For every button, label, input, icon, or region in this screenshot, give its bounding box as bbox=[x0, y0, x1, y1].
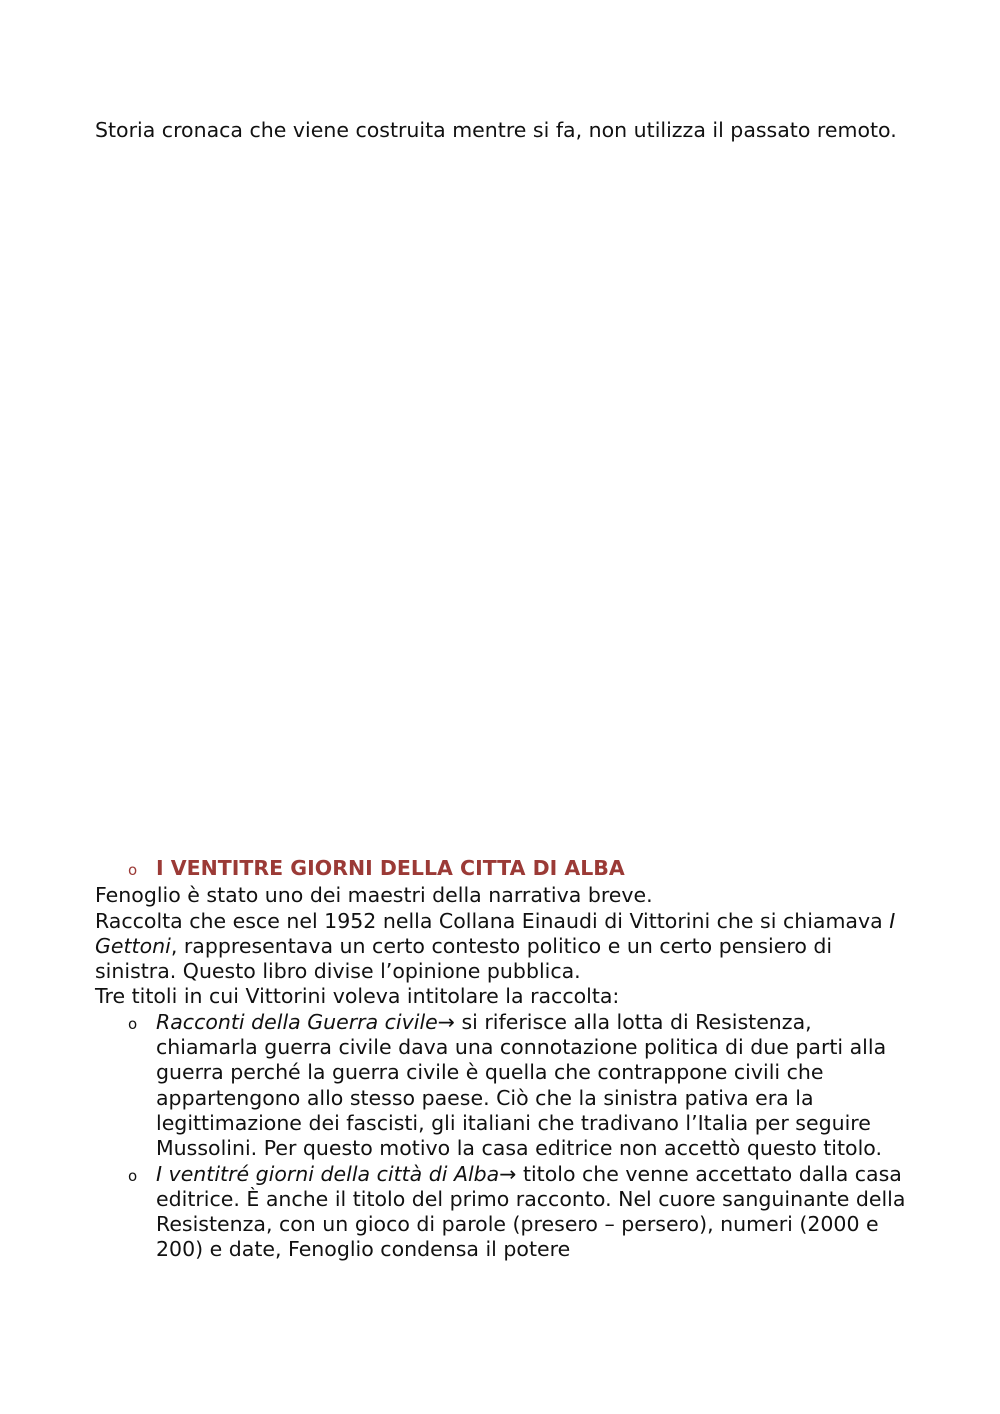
intro-block bbox=[95, 118, 915, 143]
paragraph-tre-titoli: Tre titoli in cui Vittorini voleva intitolare la raccolta: bbox=[95, 984, 620, 1009]
list-item-body: si riferisce alla lotta di Resistenza, chiamarla guerra civile dava una connotazione politica di due parti alla guerra perché la guerra civile è quella che contrappone civili che appartengono allo stesso paese. Ciò che la sinistra pativa era la legittimazione dei fascisti, gli italiani che tradivano l’Italia per seguire Mussolini. Per questo motivo la casa editrice non accettò questo titolo. bbox=[156, 1009, 887, 1161]
list-item-text bbox=[156, 1162, 915, 1263]
list-item-title: I ventitré giorni della città di Alba bbox=[156, 1161, 500, 1186]
intro-paragraph: Storia cronaca che viene costruita mentre si fa, non utilizza il passato remoto. bbox=[95, 118, 897, 142]
section-heading: I VENTITRE GIORNI DELLA CITTA DI ALBA bbox=[156, 856, 625, 880]
list-bullet: o bbox=[128, 1014, 138, 1033]
paragraph-raccolta bbox=[95, 909, 915, 985]
list-item-title: Racconti della Guerra civile bbox=[156, 1009, 438, 1034]
arrow-icon: → bbox=[499, 1161, 517, 1186]
paragraph-fenoglio: Fenoglio è stato uno dei maestri della narrativa breve. bbox=[95, 883, 653, 908]
list-item-text bbox=[156, 1010, 915, 1162]
paragraph-raccolta-start: Raccolta che esce nel 1952 nella Collana Einaudi di Vittorini che si chiamava bbox=[95, 908, 890, 933]
titles-list bbox=[95, 1010, 915, 1263]
section-block bbox=[95, 856, 915, 1263]
paragraph-raccolta-end: , rappresentava un certo contesto politico e un certo pensiero di sinistra. Questo libro divise l’opinione pubblica. bbox=[95, 933, 833, 984]
list-item bbox=[95, 1162, 915, 1263]
list-item-body: titolo che venne accettato dalla casa editrice. È anche il titolo del primo racconto. Nel cuore sanguinante della Resistenza, con un gioco di parole (presero – persero), numeri (2000 e 200) e date, Fenoglio condensa il potere bbox=[156, 1161, 906, 1262]
arrow-icon: → bbox=[437, 1009, 455, 1034]
heading-bullet: o bbox=[128, 861, 138, 879]
section-heading-row bbox=[95, 856, 915, 883]
list-bullet: o bbox=[128, 1166, 138, 1185]
collana-title: I Gettoni bbox=[95, 908, 896, 958]
list-item bbox=[95, 1010, 915, 1162]
